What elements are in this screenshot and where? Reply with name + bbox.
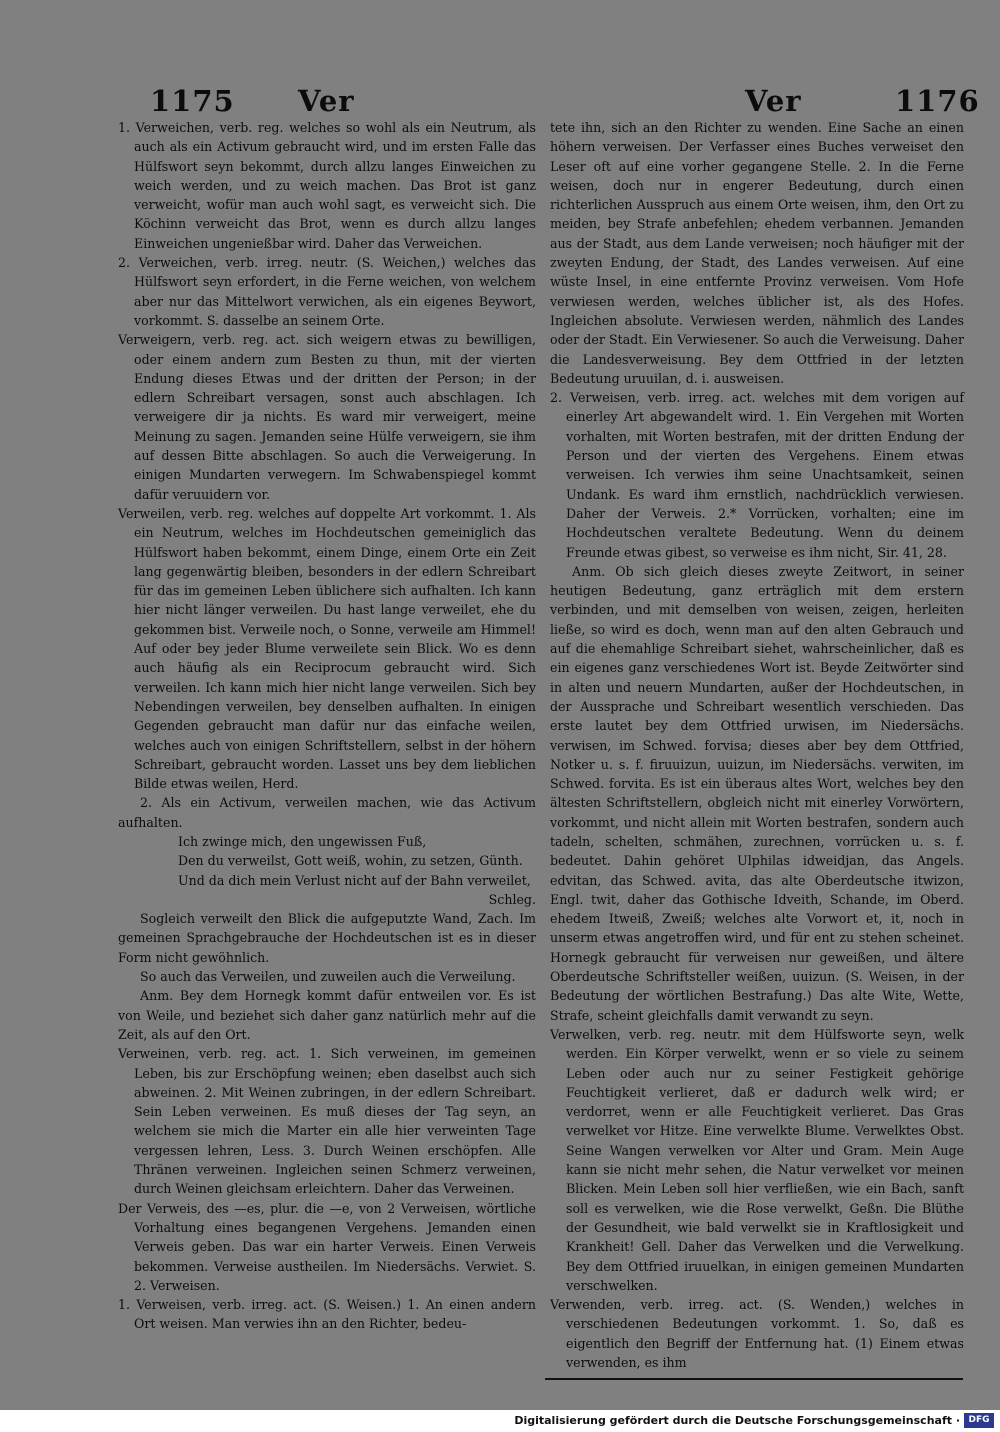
quote-source: Schleg. — [488, 891, 536, 907]
entry-verweinen: Verweinen, verb. reg. act. 1. Sich verweinen, im gemeinen Leben, bis zur Erschöpfung weinen; eben daselbst auch sich abweinen. 2. Mit Weinen zubringen, in der edlern Schreibart. Sein Leben verweinen. Es muß dieses der Tag seyn, an welchem sie mich die Marter ein alle hier verweinten Tage vergessen lehren, Less. 3. Durch Weinen erschöpfen. Alle Thränen verweinen. Ingleichen seinen Schmerz verweinen, durch Weinen gleichsam erleichtern. Daher das Verweinen. — [118, 1046, 536, 1197]
annotation: Anm. Ob sich gleich dieses zweyte Zeitwort, in seiner heutigen Bedeutung, ganz erträglich mit dem erstern verbinden, und mit demselben von weisen, zeigen, herleiten ließe, so wird es doch, wenn man auf den alten Gebrauch und auf die ehemahlige Schreibart siehet, wahrscheinlicher, daß es ein eigenes ganz verschiedenes Wort ist. Beyde Zeitwörter sind in alten und neuern Mundarten, außer der Hochdeutschen, in der Aussprache und Schreibart wesentlich verschieden. Das erste lautet bey dem Ottfried urwisen, im Niedersächs. verwisen, im Schwed. forvisa; dieses aber bey dem Ottfried, Notker u. s. f. firuuizun, uuizun, im Niedersächs. verwiten, im Schwed. forvita. Es ist ein überaus altes Wort, welches bey den ältesten Schriftstellern, obgleich nicht mit einerley Vorwörtern, vorkommt, und nicht allein mit Worten bestrafen, sondern auch tadeln, schelten, schmähen, zurechnen, vorrücken u. s. f. bedeutet. Dahin gehöret Ulphilas idweidjan, das Angels. edvitan, das Schwed. avita, das alte Oberdeutsche itwizon, Engl. twit, daher das Gothische Idveith, Schande, im Oberd. ehedem Itweiß, Zweiß; welches alte Vorwort et, it, noch in unserm etwas angetroffen wird, und für ent zu stehen scheinet. Hornegk gebraucht für verweisen nur geweißen, und ältere Oberdeutsche Schriftsteller weißen, uuizun. (S. Weisen, in der Bedeutung der wörtlichen Bestrafung.) Das alte Wite, Wette, Strafe, scheint gleichfalls damit verwandt zu seyn. — [550, 563, 964, 1023]
running-head-right: Ver — [745, 84, 802, 118]
entry-verweisen-1: 1. Verweisen, verb. irreg. act. (S. Weisen.) 1. An einen andern Ort weisen. Man verwies ihn an den Richter, bedeu- — [118, 1297, 536, 1332]
entry-verweichen-1: 1. Verweichen, verb. reg. welches so wohl als ein Neutrum, als auch als ein Activum gebraucht wird, und im ersten Falle das Hülfswort seyn bekommt, durch allzu langes Einweichen zu weich werden, und zu weich machen. Das Brot ist ganz verweicht, wofür man auch wohl sagt, es verweicht sich. Die Köchinn verweicht das Brot, wenn es durch allzu langes Einweichen ungenießbar wird. Daher das Verweichen. — [118, 120, 536, 251]
quote-line: Den du verweilst, Gott weiß, wohin, zu setzen, Günth. — [178, 853, 523, 869]
paragraph: Sogleich verweilt den Blick die aufgeputzte Wand, Zach. Im gemeinen Sprachgebrauche der Hochdeutschen ist es in dieser Form nicht gewöhnlich. — [118, 911, 536, 965]
bottom-rule — [545, 1378, 963, 1380]
page-number-right: 1176 — [895, 84, 980, 118]
left-column — [118, 118, 536, 1334]
funding-credit: Digitalisierung gefördert durch die Deutsche Forschungsgemeinschaft · — [514, 1414, 960, 1427]
right-column — [550, 118, 964, 1372]
continuation: tete ihn, sich an den Richter zu wenden. Eine Sache an einen höhern verweisen. Der Verfasser eines Buches verweiset den Leser oft auf eine vorher gegangene Stelle. 2. In die Ferne weisen, doch nur in engerer Bedeutung, durch einen richterlichen Ausspruch aus einem Orte weisen, ihm, den Ort zu meiden, bey Strafe anbefehlen; ehedem verbannen. Jemanden aus der Stadt, aus dem Lande verweisen; noch häufiger mit der zweyten Endung, der Stadt, des Landes verweisen. Auf eine wüste Insel, in eine entfernte Provinz verweisen. Vom Hofe verwiesen werden, welches üblicher ist, als des Hofes. Ingleichen absolute. Verwiesen werden, nähmlich des Landes oder der Stadt. Ein Verwiesener. So auch die Verweisung. Daher die Landesverweisung. Bey dem Ottfried in der letzten Bedeutung uruuilan, d. i. ausweisen. — [550, 120, 964, 386]
quote-line: Und da dich mein Verlust nicht auf der Bahn verweilet, — [178, 872, 531, 888]
quote-line: Ich zwinge mich, den ungewissen Fuß, — [178, 833, 427, 849]
page-number-left: 1175 — [150, 84, 235, 118]
paragraph: So auch das Verweilen, und zuweilen auch die Verweilung. — [140, 969, 516, 985]
entry-verweis: Der Verweis, des —es, plur. die —e, von 2 Verweisen, wörtliche Vorhaltung eines begangenen Vergehens. Jemanden einen Verweis geben. Das war ein harter Verweis. Einen Verweis bekommen. Verweise austheilen. Im Niedersächs. Verwiet. S. 2. Verweisen. — [118, 1200, 536, 1293]
annotation: Anm. Bey dem Hornegk kommt dafür entweilen vor. Es ist von Weile, und beziehet sich daher ganz natürlich mehr auf die Zeit, als auf den Ort. — [118, 988, 536, 1042]
entry-verwenden: Verwenden, verb. irreg. act. (S. Wenden,) welches in verschiedenen Bedeutungen vorkommt. 1. So, daß es eigentlich den Begriff der Entfernung hat. (1) Einem etwas verwenden, es ihm — [550, 1297, 964, 1370]
entry-verweisen-2: 2. Verweisen, verb. irreg. act. welches mit dem vorigen auf einerley Art abgewandelt wird. 1. Ein Vergehen mit Worten vorhalten, mit Worten bestrafen, mit der dritten Endung der Person und der vierten des Vergehens. Einem etwas verweisen. Ich verwies ihm seine Unachtsamkeit, seinen Undank. Es ward ihm ernstlich, nachdrücklich verwiesen. Daher der Verweis. 2.* Vorrücken, vorhalten; eine im Hochdeutschen veraltete Bedeutung. Wenn du deinem Freunde etwas gibest, so verweise es ihm nicht, Sir. 41, 28. — [550, 390, 964, 560]
dfg-logo: DFG — [964, 1413, 994, 1428]
entry-verweigern: Verweigern, verb. reg. act. sich weigern etwas zu bewilligen, oder einem andern zum Besten zu thun, mit der vierten Endung dieses Etwas und der dritten der Person; in der edlern Schreibart versagen, sonst auch abschlagen. Ich verweigere dir ja nichts. Es ward mir verweigert, meine Meinung zu sagen. Jemanden seine Hülfe verweigern, sie ihm auf dessen Bitte abschlagen. So auch die Verweigerung. In einigen Mundarten verwegern. Im Schwabenspiegel kommt dafür veruuidern vor. — [118, 332, 536, 502]
entry-verweilen: Verweilen, verb. reg. welches auf doppelte Art vorkommt. 1. Als ein Neutrum, welches im Hochdeutschen gemeiniglich das Hülfswort haben bekommt, einem Dinge, einem Orte ein Zeit lang gegenwärtig bleiben, besonders in der edlern Schreibart für das im gemeinen Leben üblichere sich aufhalten. Ich kann hier nicht länger verweilen. Du hast lange verweilet, ehe du gekommen bist. Verweile noch, o Sonne, verweile am Himmel! Auf oder bey jeder Blume verweilete sein Blick. Wo es denn auch häufig als ein Reciprocum gebraucht wird. Sich verweilen. Ich kann mich hier nicht lange verweilen. Sich bey Nebendingen verweilen, bey denselben aufhalten. In einigen Gegenden gebraucht man dafür nur das einfache weilen, welches auch von einigen Schriftstellern, selbst in der höhern Schreibart, gebraucht worden. Lasset uns bey dem lieblichen Bilde etwas weilen, Herd. — [118, 505, 536, 792]
entry-verwelken: Verwelken, verb. reg. neutr. mit dem Hülfsworte seyn, welk werden. Ein Körper verwelkt, wenn er so viele zu seinem Leben oder auch nur zu seiner Festigkeit gehörige Feuchtigkeit verlieret, daß er dadurch welk wird; er verdorret, wenn er alle Feuchtigkeit verlieret. Das Gras verwelket vor Hitze. Eine verwelkte Blume. Verwelktes Obst. Seine Wangen verwelken vor Alter und Gram. Mein Auge kann sie nicht mehr sehen, die Natur verwelket vor meinen Blicken. Mein Leben soll hier verfließen, wie ein Bach, sanft soll es verwelken, wie die Rose verwelkt, Geßn. Die Blüthe der Gesundheit, wie bald verwelkt sie in Kraftlosigkeit und Krankheit! Gell. Daher das Verwelken und die Verwelkung. Bey dem Ottfried iruuelkan, in einigen gemeinen Mundarten verschwelken. — [550, 1026, 964, 1293]
footer-bar — [0, 1410, 1000, 1432]
entry-verweilen-sense-2: 2. Als ein Activum, verweilen machen, wie das Activum aufhalten. — [118, 795, 536, 830]
entry-verweichen-2: 2. Verweichen, verb. irreg. neutr. (S. Weichen,) welches das Hülfswort seyn erfordert, in die Ferne weichen, von welchem aber nur das Mittelwort verwichen, als ein eigenes Beywort, vorkommt. S. dasselbe an seinem Orte. — [118, 255, 536, 328]
running-head-left: Ver — [298, 84, 355, 118]
